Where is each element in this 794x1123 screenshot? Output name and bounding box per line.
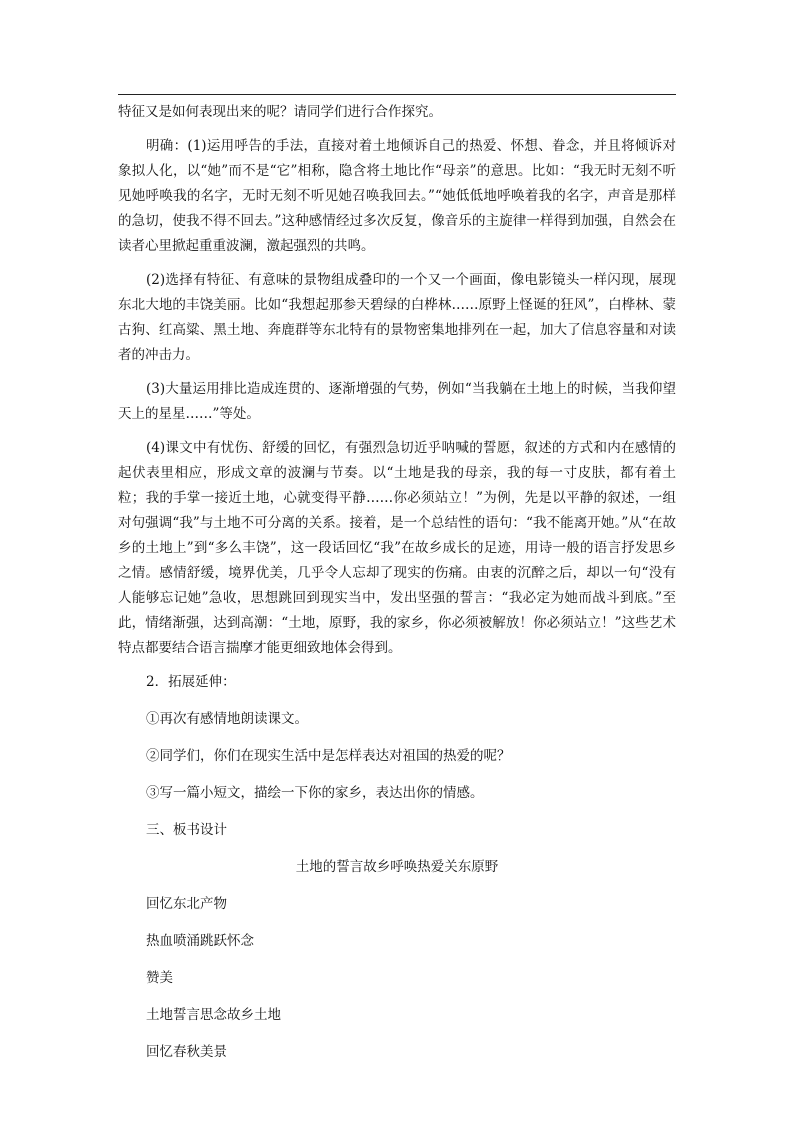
- section-heading-board-design: 三、板书设计: [146, 822, 227, 838]
- board-title: 土地的誓言故乡呼唤热爱关东原野: [295, 859, 499, 875]
- document-body: [118, 100, 676, 1065]
- paragraph-continuation: 特征又是如何表现出来的呢？请同学们进行合作探究。: [118, 104, 442, 120]
- paragraph-answer-1: 明确：(1)运用呼告的手法，直接对着土地倾诉自己的热爱、怀想、眷念，并且将倾诉对象拟人化，以“她”而不是“它”相称，隐含将土地比作“母亲”的意思。比如：“我无时无刻不听见她呼唤我的名字，无时无刻不听见她召唤我回去。”“她低低地呼唤着我的名字，声音是那样的急切，使我不得不回去。”这种感情经过多次反复，像音乐的主旋律一样得到加强，自然会在读者心里掀起重重波澜，激起强烈的共鸣。: [118, 138, 676, 254]
- board-line: 热血喷涌跳跃怀念: [146, 933, 254, 949]
- paragraph-answer-4: (4)课文中有忧伤、舒缓的回忆，有强烈急切近乎呐喊的誓愿，叙述的方式和内在感情的起伏表里相应，形成文章的波澜与节奏。以“土地是我的母亲，我的每一寸皮肤，都有着土粒；我的手掌一接近土地，心就变得平静……你必须站立！”为例，先是以平静的叙述，一组对句强调“我”与土地不可分离的关系。接着，是一个总结性的语句：“我不能离开她。”从“在故乡的土地上”到“多么丰饶”，这一段话回忆“我”在故乡成长的足迹，用诗一般的语言抒发思乡之情。感情舒缓，境界优美，几乎令人忘却了现实的伤痛。由衷的沉醉之后，却以一句“没有人能够忘记她”急收，思想跳回到现实当中，发出坚强的誓言：“我必定为她而战斗到底。”至此，情绪渐强，达到高潮：“土地，原野，我的家乡，你必须被解放！你必须站立！”这些艺术特点都要结合语言揣摩才能更细致地体会得到。: [118, 440, 676, 656]
- board-line: 回忆东北产物: [146, 896, 227, 912]
- board-line: 回忆春秋美景: [146, 1044, 227, 1060]
- list-item: ③写一篇小短文，描绘一下你的家乡，表达出你的情感。: [146, 785, 484, 801]
- board-line: 赞美: [146, 970, 173, 986]
- list-item: ②同学们，你们在现实生活中是怎样表达对祖国的热爱的呢？: [146, 748, 511, 764]
- section-heading-extension: 2．拓展延伸：: [146, 674, 236, 690]
- board-line: 土地誓言思念故乡土地: [146, 1007, 281, 1023]
- paragraph-answer-2: (2)选择有特征、有意味的景物组成叠印的一个又一个画面，像电影镜头一样闪现，展现东北大地的丰饶美丽。比如“我想起那参天碧绿的白桦林……原野上怪诞的狂风”，白桦林、蒙古狗、红高粱、黑土地、奔鹿群等东北特有的景物密集地排列在一起，加大了信息容量和对读者的冲击力。: [118, 272, 676, 363]
- list-item: ①再次有感情地朗读课文。: [146, 711, 308, 727]
- paragraph-answer-3: (3)大量运用排比造成连贯的、逐渐增强的气势，例如“当我躺在土地上的时候，当我仰望天上的星星……”等处。: [118, 381, 676, 422]
- header-rule: [118, 94, 676, 95]
